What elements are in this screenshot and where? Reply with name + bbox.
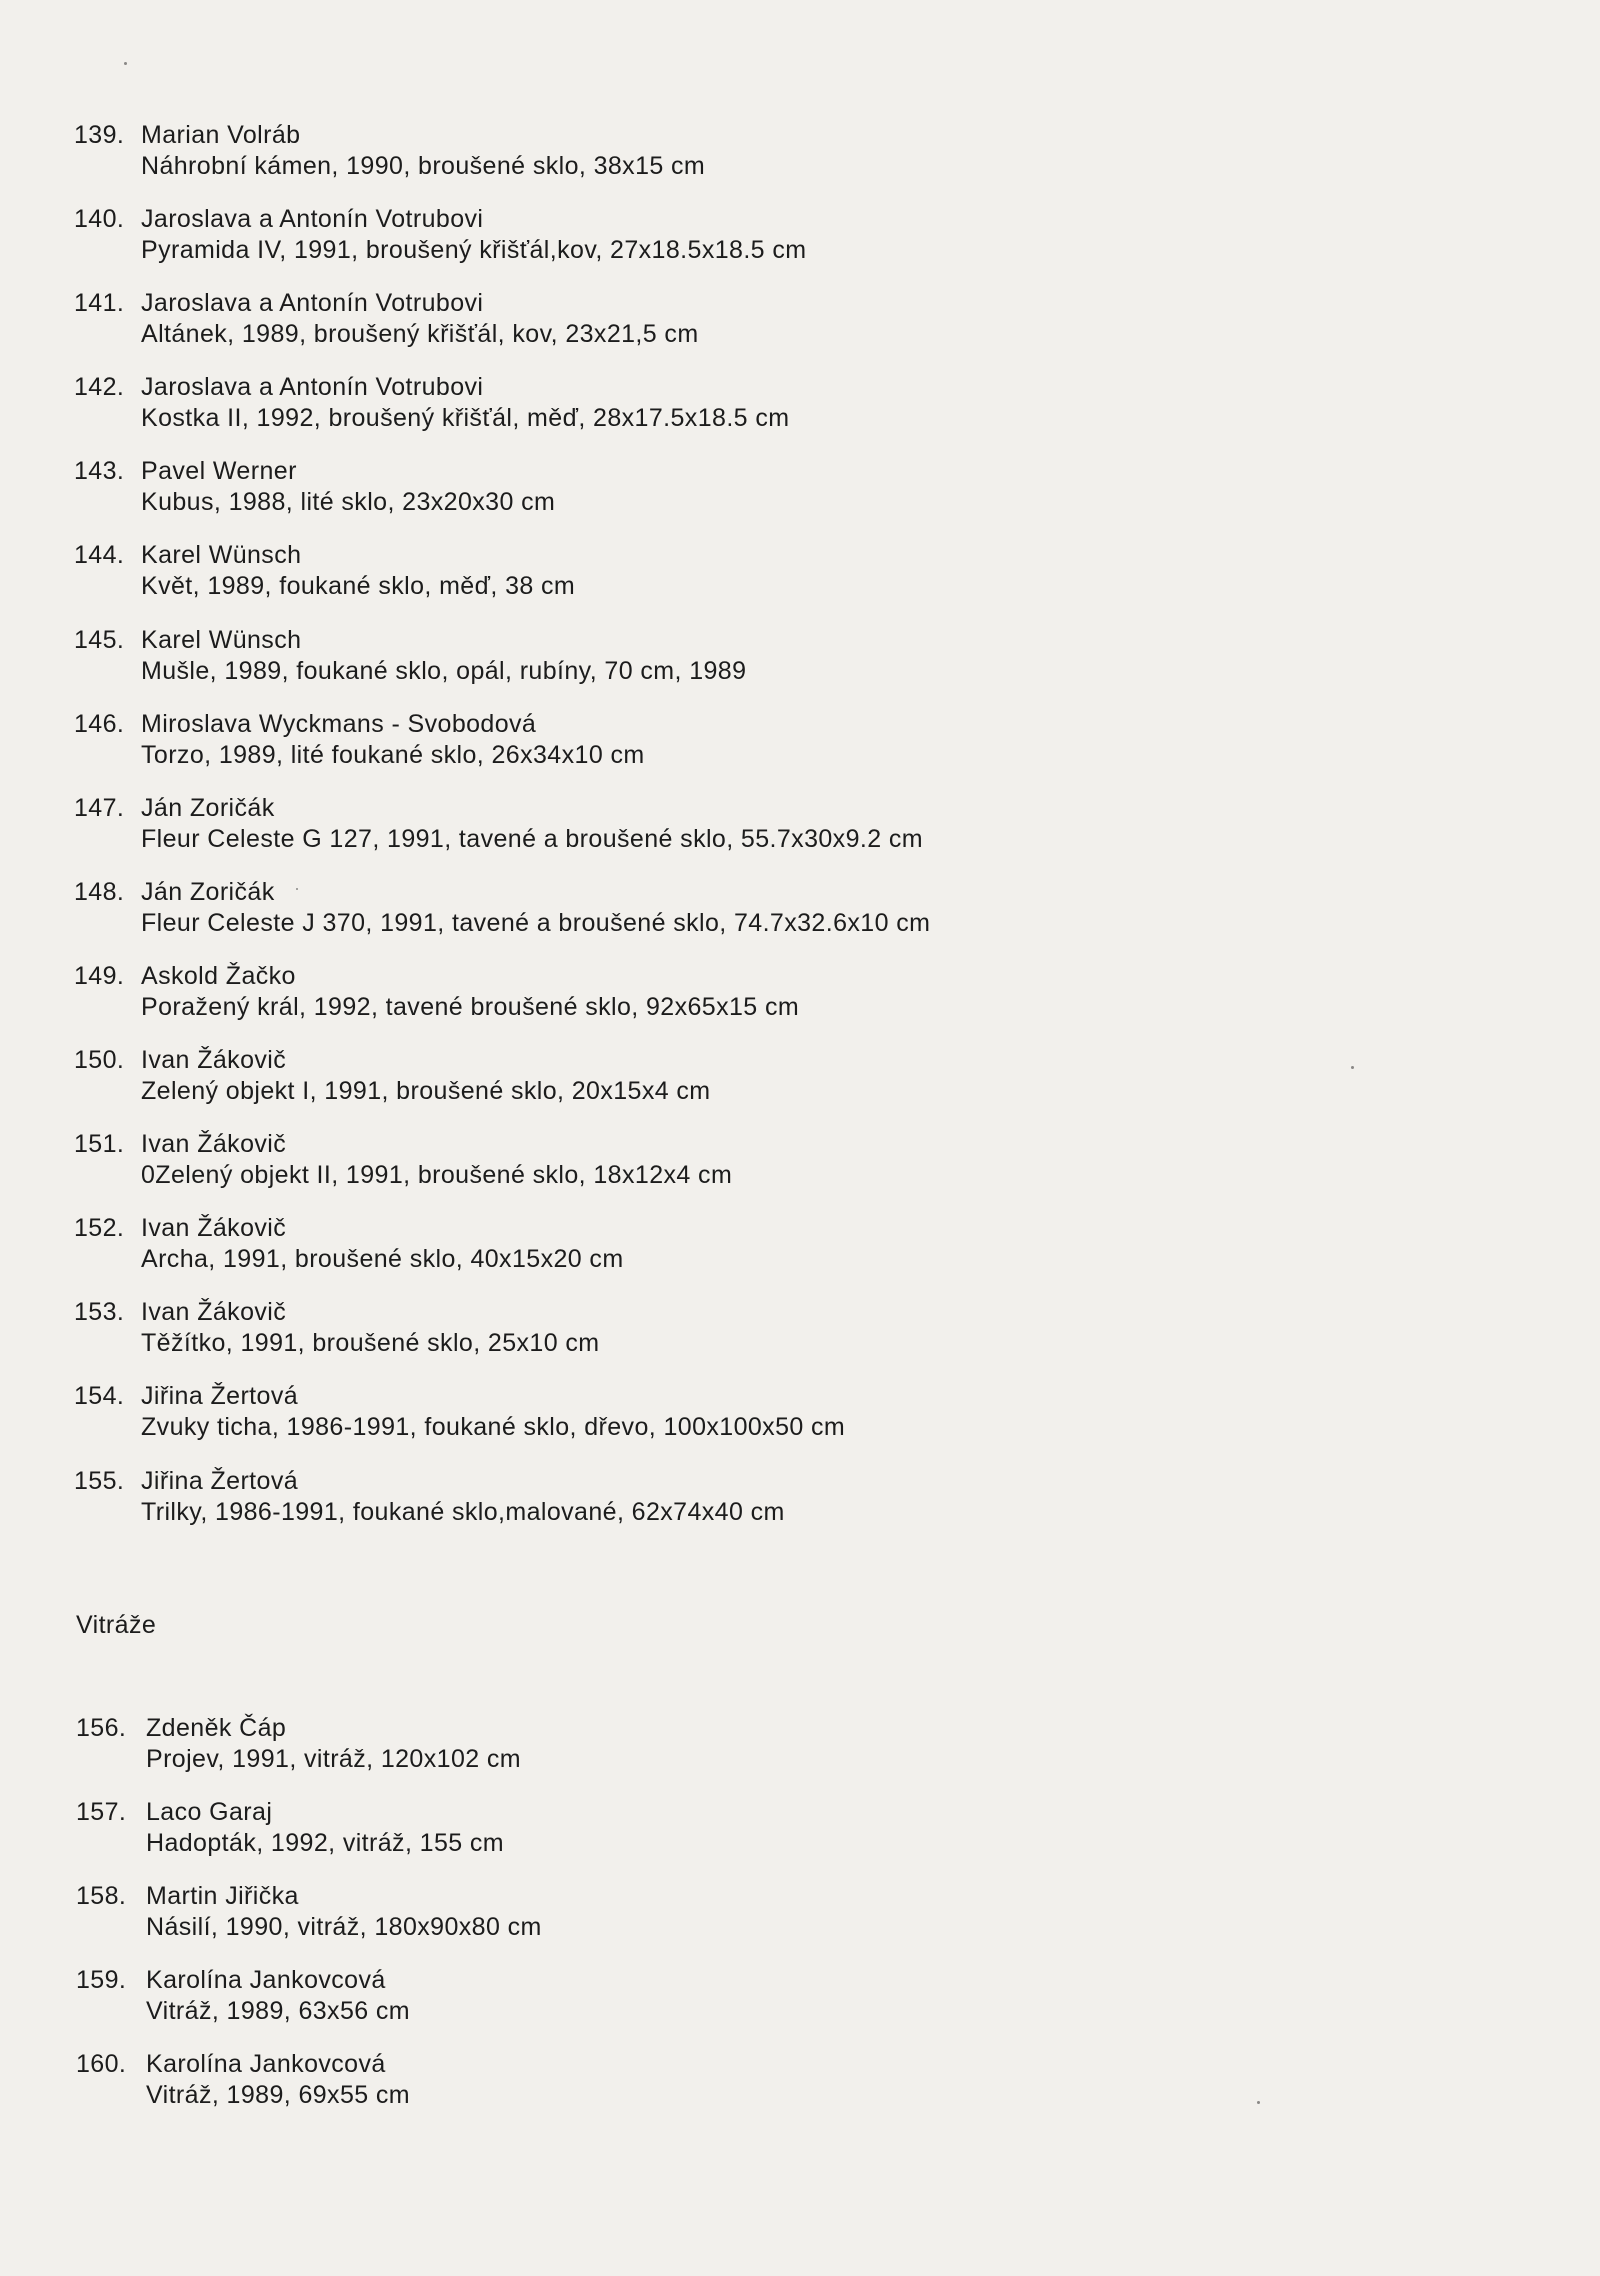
entry-number: 146.: [74, 709, 125, 738]
entry-work-description: Vitráž, 1989, 69x55 cm: [146, 2081, 411, 2110]
entry-work-description: Květ, 1989, foukané sklo, měď, 38 cm: [141, 572, 576, 601]
catalog-entry: [74, 120, 1494, 204]
catalog-entry: [76, 1881, 1496, 1965]
entry-artist: Jaroslava a Antonín Votrubovi: [141, 205, 484, 234]
entry-artist: Karel Wünsch: [141, 541, 302, 570]
entry-work-description: Vitráž, 1989, 63x56 cm: [146, 1997, 411, 2026]
entry-number: 149.: [74, 961, 125, 990]
catalog-entry: [74, 372, 1494, 456]
entry-artist: Ivan Žákovič: [141, 1130, 287, 1159]
entry-work-description: Projev, 1991, vitráž, 120x102 cm: [146, 1745, 522, 1773]
entry-artist: Jaroslava a Antonín Votrubovi: [141, 373, 484, 402]
entry-number: 147.: [74, 793, 125, 822]
entry-number: 139.: [74, 121, 125, 149]
entry-number: 143.: [74, 457, 125, 486]
entry-artist: Miroslava Wyckmans - Svobodová: [141, 709, 537, 738]
entry-number: 153.: [74, 1298, 125, 1327]
entry-artist: Jiřina Žertová: [141, 1382, 299, 1411]
catalog-entry: [74, 1381, 1494, 1465]
entry-number: 159.: [76, 1966, 127, 1995]
catalog-entry: [74, 1045, 1494, 1129]
entry-work-description: Těžítko, 1991, broušené sklo, 25x10 cm: [141, 1329, 600, 1358]
catalog-entry: [76, 2049, 1496, 2133]
paper-speck: [1257, 2101, 1260, 2104]
entry-artist: Ivan Žákovič: [141, 1298, 287, 1327]
entry-artist: Marian Volráb: [141, 121, 301, 149]
entry-work-description: 0Zelený objekt II, 1991, broušené sklo, 18x12x4 cm: [141, 1161, 733, 1190]
catalog-entry: [74, 456, 1494, 540]
entry-artist: Pavel Werner: [141, 457, 297, 486]
vitraze-entry-list: [76, 1713, 1496, 2133]
entry-work-description: Fleur Celeste J 370, 1991, tavené a broušené sklo, 74.7x32.6x10 cm: [141, 908, 931, 937]
entry-artist: Ján Zoričák: [141, 877, 275, 906]
entry-number: 156.: [76, 1714, 127, 1742]
entry-artist: Karolína Jankovcová: [146, 2050, 386, 2079]
entry-work-description: Archa, 1991, broušené sklo, 40x15x20 cm: [141, 1245, 624, 1274]
entry-work-description: Altánek, 1989, broušený křišťál, kov, 23x21,5 cm: [141, 320, 699, 349]
entry-number: 144.: [74, 541, 125, 570]
catalog-entry: [74, 877, 1494, 961]
entry-work-description: Fleur Celeste G 127, 1991, tavené a broušené sklo, 55.7x30x9.2 cm: [141, 824, 924, 853]
entry-artist: Karel Wünsch: [141, 625, 302, 654]
entry-artist: Karolína Jankovcová: [146, 1966, 386, 1995]
entry-number: 155.: [74, 1466, 125, 1495]
entry-work-description: Torzo, 1989, lité foukané sklo, 26x34x10 cm: [141, 740, 645, 769]
catalog-entry: [74, 961, 1494, 1045]
entry-work-description: Trilky, 1986-1991, foukané sklo,malované, 62x74x40 cm: [141, 1497, 785, 1526]
entry-number: 152.: [74, 1214, 125, 1243]
entry-work-description: Zvuky ticha, 1986-1991, foukané sklo, dřevo, 100x100x50 cm: [141, 1413, 846, 1442]
entry-work-description: Násilí, 1990, vitráž, 180x90x80 cm: [146, 1913, 542, 1942]
entry-number: 145.: [74, 625, 125, 654]
entry-work-description: Poražený král, 1992, tavené broušené sklo, 92x65x15 cm: [141, 992, 800, 1021]
catalog-entry: [74, 793, 1494, 877]
paper-speck: [1351, 1066, 1354, 1069]
entry-artist: Zdeněk Čáp: [146, 1714, 287, 1742]
entry-work-description: Kostka II, 1992, broušený křišťál, měď, 28x17.5x18.5 cm: [141, 404, 790, 433]
catalog-entry: [74, 288, 1494, 372]
entry-number: 154.: [74, 1382, 125, 1411]
catalog-entry: [76, 1713, 1496, 1797]
entry-number: 160.: [76, 2050, 127, 2079]
entry-number: 157.: [76, 1798, 127, 1827]
catalog-entry: [74, 1213, 1494, 1297]
entry-artist: Ján Zoričák: [141, 793, 275, 822]
entry-number: 141.: [74, 289, 125, 318]
entry-artist: Laco Garaj: [146, 1798, 273, 1827]
entry-work-description: Kubus, 1988, lité sklo, 23x20x30 cm: [141, 488, 556, 517]
paper-speck: [296, 888, 298, 890]
entry-work-description: Hadopták, 1992, vitráž, 155 cm: [146, 1829, 505, 1858]
paper-speck: [124, 62, 127, 65]
entry-artist: Askold Žačko: [141, 961, 296, 990]
entry-number: 142.: [74, 373, 125, 402]
entry-work-description: Pyramida IV, 1991, broušený křišťál,kov, 27x18.5x18.5 cm: [141, 236, 807, 265]
catalog-entry: [74, 1466, 1494, 1550]
catalog-entry: [74, 625, 1494, 709]
catalog-entry: [74, 1297, 1494, 1381]
catalog-entry: [74, 709, 1494, 793]
entry-number: 148.: [74, 877, 125, 906]
entry-number: 150.: [74, 1046, 125, 1075]
glass-entry-list: [74, 120, 1494, 1550]
catalog-entry: [76, 1965, 1496, 2049]
entry-artist: Jaroslava a Antonín Votrubovi: [141, 289, 484, 318]
entry-artist: Jiřina Žertová: [141, 1466, 299, 1495]
entry-artist: Ivan Žákovič: [141, 1214, 287, 1243]
catalog-entry: [74, 1129, 1494, 1213]
catalog-entry: [76, 1797, 1496, 1881]
entry-work-description: Mušle, 1989, foukané sklo, opál, rubíny, 70 cm, 1989: [141, 656, 747, 685]
catalog-entry: [74, 204, 1494, 288]
catalog-entry: [74, 540, 1494, 624]
entry-work-description: Náhrobní kámen, 1990, broušené sklo, 38x15 cm: [141, 152, 706, 180]
entry-artist: Martin Jiřička: [146, 1882, 299, 1911]
entry-number: 151.: [74, 1130, 125, 1159]
entry-number: 140.: [74, 205, 125, 234]
entry-work-description: Zelený objekt I, 1991, broušené sklo, 20x15x4 cm: [141, 1077, 711, 1106]
entry-number: 158.: [76, 1882, 127, 1911]
entry-artist: Ivan Žákovič: [141, 1046, 287, 1075]
section-title: Vitráže: [76, 1611, 157, 1639]
